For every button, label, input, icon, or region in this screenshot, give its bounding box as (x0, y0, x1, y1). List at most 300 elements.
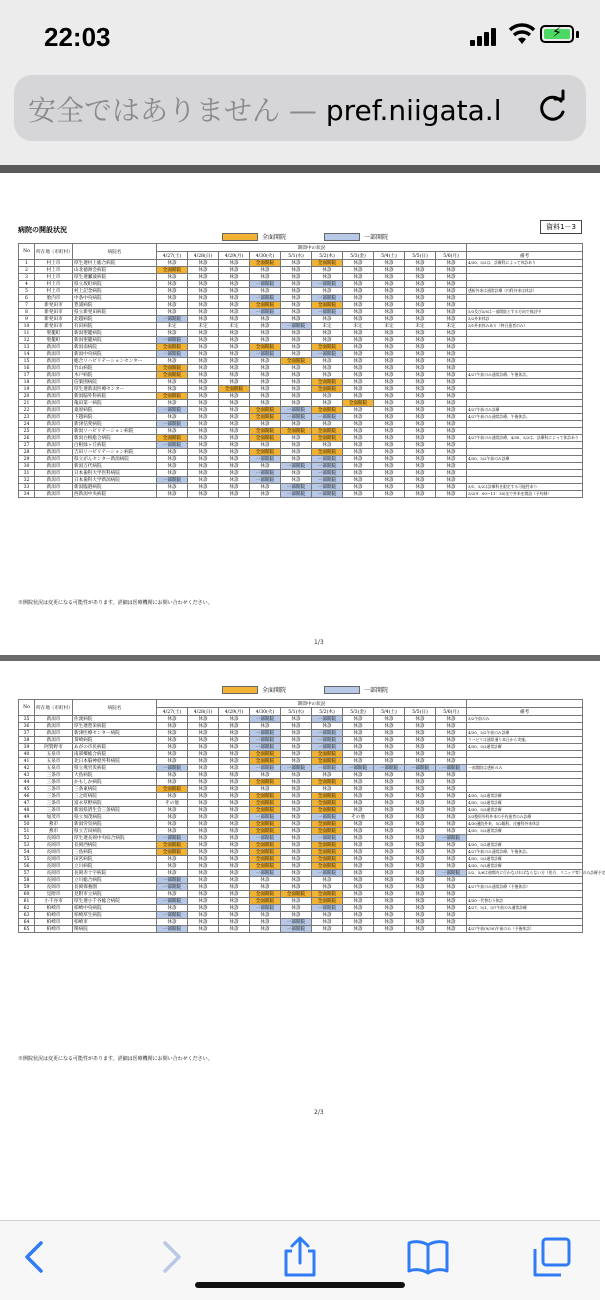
status-cell: 休診 (405, 919, 436, 926)
status-cell: 全面開院 (157, 365, 188, 372)
row-hospital-name: 南部郷総合病院 (73, 751, 157, 758)
row-hospital-name: 新潟聖籠病院 (73, 330, 157, 337)
header-date: 5/3(金) (343, 252, 374, 260)
row-hospital-name: 長岡赤十字病院 (73, 870, 157, 877)
status-cell: 休診 (343, 358, 374, 365)
status-cell: 休診 (219, 807, 250, 814)
status-cell: 休診 (219, 330, 250, 337)
status-cell: 休診 (343, 379, 374, 386)
status-cell: 休診 (188, 330, 219, 337)
header-hospital: 病院名 (73, 244, 157, 260)
status-cell: 休診 (436, 751, 467, 758)
status-cell: 休診 (436, 267, 467, 274)
status-cell: 休診 (343, 260, 374, 267)
status-cell: 休診 (281, 393, 312, 400)
row-hospital-name: 関病院 (73, 926, 157, 933)
status-cell: 休診 (219, 884, 250, 891)
status-cell: 休診 (250, 400, 281, 407)
status-cell: 全面開院 (250, 891, 281, 898)
status-cell: 休診 (219, 393, 250, 400)
table-row (19, 898, 583, 905)
status-cell: 休診 (374, 751, 405, 758)
status-cell: 休診 (374, 372, 405, 379)
status-cell: 休診 (405, 260, 436, 267)
status-cell: 休診 (281, 456, 312, 463)
status-cell: 休診 (374, 449, 405, 456)
status-cell: 休診 (405, 470, 436, 477)
status-cell: 一部開院 (250, 814, 281, 821)
row-city: 聖籠町 (35, 337, 73, 344)
status-cell: 休診 (374, 849, 405, 856)
status-cell: 全面開院 (281, 358, 312, 365)
status-cell: 休診 (188, 260, 219, 267)
row-city: 長岡市 (35, 884, 73, 891)
status-cell: 休診 (374, 421, 405, 428)
table-row (19, 477, 583, 484)
battery-icon: ⚡ (540, 25, 574, 43)
row-number: 3 (19, 274, 35, 281)
status-cell: 休診 (219, 428, 250, 435)
status-cell: 休診 (374, 716, 405, 723)
table-row (19, 351, 583, 358)
table-row (19, 442, 583, 449)
status-bar (0, 0, 600, 75)
status-cell: 一部開院 (374, 765, 405, 772)
status-cell: 全面開院 (250, 898, 281, 905)
row-note (467, 295, 583, 302)
status-cell: 一部開院 (250, 730, 281, 737)
table-row (19, 877, 583, 884)
row-number: 26 (19, 435, 35, 442)
row-number: 12 (19, 337, 35, 344)
status-cell: 休診 (374, 891, 405, 898)
status-cell: 休診 (436, 351, 467, 358)
row-number: 4 (19, 281, 35, 288)
row-note (467, 751, 583, 758)
row-city: 五泉市 (35, 765, 73, 772)
table-row (19, 393, 583, 400)
status-cell: 休診 (436, 905, 467, 912)
row-number: 50 (19, 821, 35, 828)
status-cell: 休診 (343, 835, 374, 842)
row-city: 新発田市 (35, 323, 73, 330)
status-cell: 休診 (312, 358, 343, 365)
row-number: 56 (19, 863, 35, 870)
status-cell: 休診 (188, 421, 219, 428)
status-cell: 休診 (374, 428, 405, 435)
row-note (467, 758, 583, 765)
status-cell: 一部開院 (250, 870, 281, 877)
status-cell: 休診 (436, 274, 467, 281)
status-cell: 休診 (157, 828, 188, 835)
row-hospital-name: 新潟中央病院 (73, 351, 157, 358)
row-number: 32 (19, 477, 35, 484)
row-hospital-name: 中条中央病院 (73, 295, 157, 302)
status-cell: 休診 (436, 281, 467, 288)
row-hospital-name: 日本歯科大学新潟病院 (73, 477, 157, 484)
status-cell: 休診 (157, 716, 188, 723)
status-cell: 休診 (436, 856, 467, 863)
status-cell: 全面開院 (312, 302, 343, 309)
status-cell: 休診 (188, 723, 219, 730)
row-city: 長岡市 (35, 835, 73, 842)
status-cell: 一部開院 (157, 877, 188, 884)
status-cell: 休診 (281, 863, 312, 870)
row-number: 60 (19, 891, 35, 898)
row-hospital-name: 新潟白根総合病院 (73, 435, 157, 442)
row-city: 聖籠町 (35, 330, 73, 337)
table-row (19, 884, 583, 891)
status-cell: 休診 (219, 365, 250, 372)
status-cell: 全面開院 (219, 386, 250, 393)
status-cell: 休診 (343, 295, 374, 302)
status-cell: 休診 (281, 884, 312, 891)
status-cell: 休診 (374, 863, 405, 870)
header-note: 備考 (467, 252, 583, 260)
status-cell: 休診 (250, 337, 281, 344)
row-city: 三条市 (35, 793, 73, 800)
status-cell: 休診 (188, 316, 219, 323)
status-cell: 一部開院 (281, 919, 312, 926)
row-number: 37 (19, 730, 35, 737)
legend-label-partial: 一部開院 (364, 234, 389, 241)
status-cell: 一部開院 (312, 737, 343, 744)
status-cell: 休診 (219, 856, 250, 863)
status-cell: 休診 (436, 744, 467, 751)
status-cell: 休診 (436, 435, 467, 442)
table-row (19, 435, 583, 442)
table-row (19, 800, 583, 807)
status-cell: 休診 (374, 800, 405, 807)
status-cell: 休診 (250, 884, 281, 891)
header-city: 所在地（市町村） (35, 244, 73, 260)
status-cell: 休診 (281, 344, 312, 351)
status-cell: 休診 (374, 435, 405, 442)
status-cell: 一部開院 (157, 912, 188, 919)
status-cell: 休診 (343, 386, 374, 393)
status-cell: 全面開院 (157, 372, 188, 379)
status-cell: 休診 (312, 884, 343, 891)
status-cell: 休診 (343, 898, 374, 905)
status-cell: 休診 (405, 842, 436, 849)
status-cell: 休診 (374, 477, 405, 484)
status-cell: 休診 (436, 877, 467, 884)
status-cell: 休診 (312, 919, 343, 926)
status-cell: 休診 (219, 716, 250, 723)
status-cell: 休診 (343, 919, 374, 926)
row-city: 新潟市 (35, 358, 73, 365)
status-cell: 休診 (343, 716, 374, 723)
status-cell: 休診 (436, 295, 467, 302)
row-number: 1 (19, 260, 35, 267)
header-no: No (19, 700, 35, 716)
status-cell: 休診 (188, 898, 219, 905)
status-cell: 休診 (219, 919, 250, 926)
cellular-signal-icon (470, 26, 500, 46)
table-row (19, 807, 583, 814)
status-cell: 休診 (281, 723, 312, 730)
row-note (467, 330, 583, 337)
status-cell: 休診 (281, 316, 312, 323)
status-cell: 全面開院 (157, 393, 188, 400)
status-cell: 休診 (405, 267, 436, 274)
row-number: 24 (19, 421, 35, 428)
status-cell: 休診 (405, 365, 436, 372)
footnote: ※開院状況は変更になる可能性があります。詳細は医療機関にお問い合わせください。 (18, 600, 213, 606)
status-cell: 休診 (374, 379, 405, 386)
row-city: 村上市 (35, 267, 73, 274)
row-note (467, 344, 583, 351)
status-cell: 全面開院 (250, 407, 281, 414)
row-number: 29 (19, 456, 35, 463)
row-number: 9 (19, 316, 35, 323)
row-hospital-name: 吉田リハビリテーション病院 (73, 449, 157, 456)
row-note (467, 421, 583, 428)
row-city: 村上市 (35, 288, 73, 295)
status-cell: 休診 (374, 337, 405, 344)
row-number: 6 (19, 295, 35, 302)
reload-icon[interactable] (532, 88, 572, 128)
status-cell: 休診 (188, 793, 219, 800)
status-cell: 一部開院 (436, 870, 467, 877)
status-cell: 休診 (374, 386, 405, 393)
status-cell: 未定 (405, 323, 436, 330)
status-cell: 休診 (405, 737, 436, 744)
row-note (467, 835, 583, 842)
row-note: 4/27午前のみ通常診療、午後休診。 (467, 849, 583, 856)
status-cell: 休診 (188, 309, 219, 316)
status-cell: 休診 (188, 912, 219, 919)
status-cell: 休診 (219, 863, 250, 870)
status-cell: 休診 (219, 751, 250, 758)
table-row (19, 772, 583, 779)
status-cell: 休診 (436, 491, 467, 498)
status-cell: 休診 (343, 821, 374, 828)
status-cell: 休診 (219, 400, 250, 407)
row-city: 三条市 (35, 800, 73, 807)
status-cell: 休診 (374, 856, 405, 863)
status-cell: 休診 (281, 386, 312, 393)
status-cell: 休診 (374, 442, 405, 449)
table-row (19, 288, 583, 295)
status-cell: 未定 (188, 323, 219, 330)
status-cell: 休診 (219, 484, 250, 491)
status-cell: 休診 (157, 449, 188, 456)
status-cell: 全面開院 (343, 400, 374, 407)
row-hospital-name: 豊浦病院 (73, 302, 157, 309)
status-cell: 休診 (374, 491, 405, 498)
pdf-viewer[interactable] (0, 165, 605, 1220)
status-cell: 休診 (250, 267, 281, 274)
row-city: 長岡市 (35, 849, 73, 856)
status-cell: 休診 (405, 463, 436, 470)
table-row (19, 730, 583, 737)
row-note: 4/27午前のみ通常診療、午後休診。 (467, 414, 583, 421)
status-cell: 休診 (343, 758, 374, 765)
row-note (467, 912, 583, 919)
row-note: 一部開院は透析のみ (467, 765, 583, 772)
share-icon[interactable] (278, 1235, 322, 1279)
status-cell: 休診 (219, 407, 250, 414)
status-cell: 休診 (188, 435, 219, 442)
status-cell: 一部開院 (157, 442, 188, 449)
forward-icon[interactable] (148, 1235, 192, 1279)
row-hospital-name: 柏崎厚生病院 (73, 912, 157, 919)
status-cell: 一部開院 (436, 765, 467, 772)
status-cell: 休診 (436, 814, 467, 821)
status-cell: 休診 (405, 807, 436, 814)
row-number: 18 (19, 379, 35, 386)
status-cell: 休診 (157, 863, 188, 870)
status-cell: 休診 (250, 358, 281, 365)
url-text[interactable] (28, 89, 520, 129)
status-cell: 全面開院 (312, 842, 343, 849)
status-cell: 休診 (219, 337, 250, 344)
status-cell: 休診 (374, 919, 405, 926)
status-cell: 休診 (405, 484, 436, 491)
status-cell: 休診 (312, 421, 343, 428)
legend-label-full: 全面開院 (262, 687, 287, 694)
status-cell: 休診 (405, 337, 436, 344)
status-cell: 休診 (188, 758, 219, 765)
status-cell: 休診 (405, 821, 436, 828)
status-cell: 休診 (436, 793, 467, 800)
status-cell: 休診 (436, 891, 467, 898)
row-city: 村上市 (35, 281, 73, 288)
status-cell: 休診 (405, 379, 436, 386)
row-hospital-name: 県立燕労災病院 (73, 765, 157, 772)
status-time: 22:03 (44, 22, 111, 52)
table-row (19, 456, 583, 463)
page-separator (0, 655, 600, 661)
status-cell: 全面開院 (312, 379, 343, 386)
row-hospital-name: 桑原病院 (73, 407, 157, 414)
status-cell: 一部開院 (281, 926, 312, 933)
status-cell: 休診 (374, 821, 405, 828)
status-cell: 休診 (436, 449, 467, 456)
header-date: 4/29(月) (219, 708, 250, 716)
bookmarks-icon[interactable] (406, 1235, 450, 1279)
status-cell: 休診 (219, 260, 250, 267)
status-cell: 休診 (374, 793, 405, 800)
status-cell: 休診 (405, 302, 436, 309)
row-number: 30 (19, 463, 35, 470)
status-cell: 休診 (281, 267, 312, 274)
row-number: 59 (19, 884, 35, 891)
status-cell: 休診 (374, 260, 405, 267)
row-hospital-name: 新潟聖籠病院 (73, 337, 157, 344)
status-cell: 一部開院 (312, 716, 343, 723)
status-cell: 休診 (405, 793, 436, 800)
status-cell: 休診 (405, 400, 436, 407)
status-cell: 休診 (219, 800, 250, 807)
status-cell: 休診 (219, 905, 250, 912)
row-city: 五泉市 (35, 751, 73, 758)
status-cell: 休診 (343, 456, 374, 463)
address-area (0, 75, 600, 165)
status-cell: 全面開院 (250, 849, 281, 856)
status-cell: 休診 (188, 905, 219, 912)
status-cell: 休診 (436, 470, 467, 477)
table-row (19, 316, 583, 323)
page-number: 2/3 (314, 1109, 324, 1116)
status-cell: 休診 (343, 891, 374, 898)
row-city: 三条市 (35, 779, 73, 786)
row-note: リハビリは通常通り本日から実施。 (467, 737, 583, 744)
status-cell: 休診 (157, 463, 188, 470)
status-cell: 休診 (219, 288, 250, 295)
status-cell: 休診 (405, 849, 436, 856)
status-cell: 休診 (436, 807, 467, 814)
row-city: 長岡市 (35, 856, 73, 863)
status-cell: 全面開院 (157, 267, 188, 274)
status-cell: 一部開院 (312, 730, 343, 737)
status-cell: 休診 (250, 919, 281, 926)
status-cell: 休診 (405, 393, 436, 400)
row-hospital-name: 田宮病院 (73, 856, 157, 863)
status-cell: 休診 (343, 351, 374, 358)
status-cell: 休診 (374, 772, 405, 779)
status-cell: 休診 (188, 358, 219, 365)
status-cell: 休診 (219, 358, 250, 365)
status-cell: 休診 (219, 926, 250, 933)
row-hospital-name: 厚生連新潟医療センター (73, 386, 157, 393)
back-icon[interactable] (14, 1235, 58, 1279)
status-cell: 休診 (281, 449, 312, 456)
status-cell: 休診 (405, 442, 436, 449)
table-row (19, 828, 583, 835)
status-cell: 休診 (343, 828, 374, 835)
status-cell: 休診 (250, 274, 281, 281)
table-row (19, 484, 583, 491)
status-cell: 休診 (436, 484, 467, 491)
row-hospital-name: かもしか病院 (73, 779, 157, 786)
status-cell: 休診 (374, 414, 405, 421)
status-cell: 休診 (219, 351, 250, 358)
status-cell: 一部開院 (250, 765, 281, 772)
row-note (467, 400, 583, 407)
header-no: No (19, 244, 35, 260)
status-cell: 休診 (188, 807, 219, 814)
status-cell: 全面開院 (250, 302, 281, 309)
table-row (19, 400, 583, 407)
row-hospital-name: 山北徳洲会病院 (73, 267, 157, 274)
status-cell: 一部開院 (250, 470, 281, 477)
row-city: 新潟市 (35, 407, 73, 414)
status-cell: 全面開院 (312, 344, 343, 351)
status-cell: 休診 (219, 898, 250, 905)
row-note (467, 449, 583, 456)
address-bar[interactable] (14, 75, 586, 141)
row-note: 4/27午前のみ通常診療、4/30、5/2は、診療科によって休診あり (467, 435, 583, 442)
home-indicator (195, 1282, 405, 1288)
status-cell: 休診 (343, 793, 374, 800)
status-cell: 休診 (436, 821, 467, 828)
status-cell: 休診 (281, 365, 312, 372)
status-cell: 全面開院 (250, 344, 281, 351)
status-cell: 一部開院 (312, 765, 343, 772)
row-city: 新潟市 (35, 386, 73, 393)
status-cell: 休診 (436, 372, 467, 379)
status-cell: 休診 (281, 835, 312, 842)
status-cell: 休診 (374, 926, 405, 933)
status-cell: 休診 (312, 400, 343, 407)
status-cell: 一部開院 (312, 744, 343, 751)
status-cell: 休診 (250, 926, 281, 933)
status-cell: 休診 (436, 849, 467, 856)
row-note (467, 877, 583, 884)
tabs-icon[interactable] (530, 1235, 574, 1279)
